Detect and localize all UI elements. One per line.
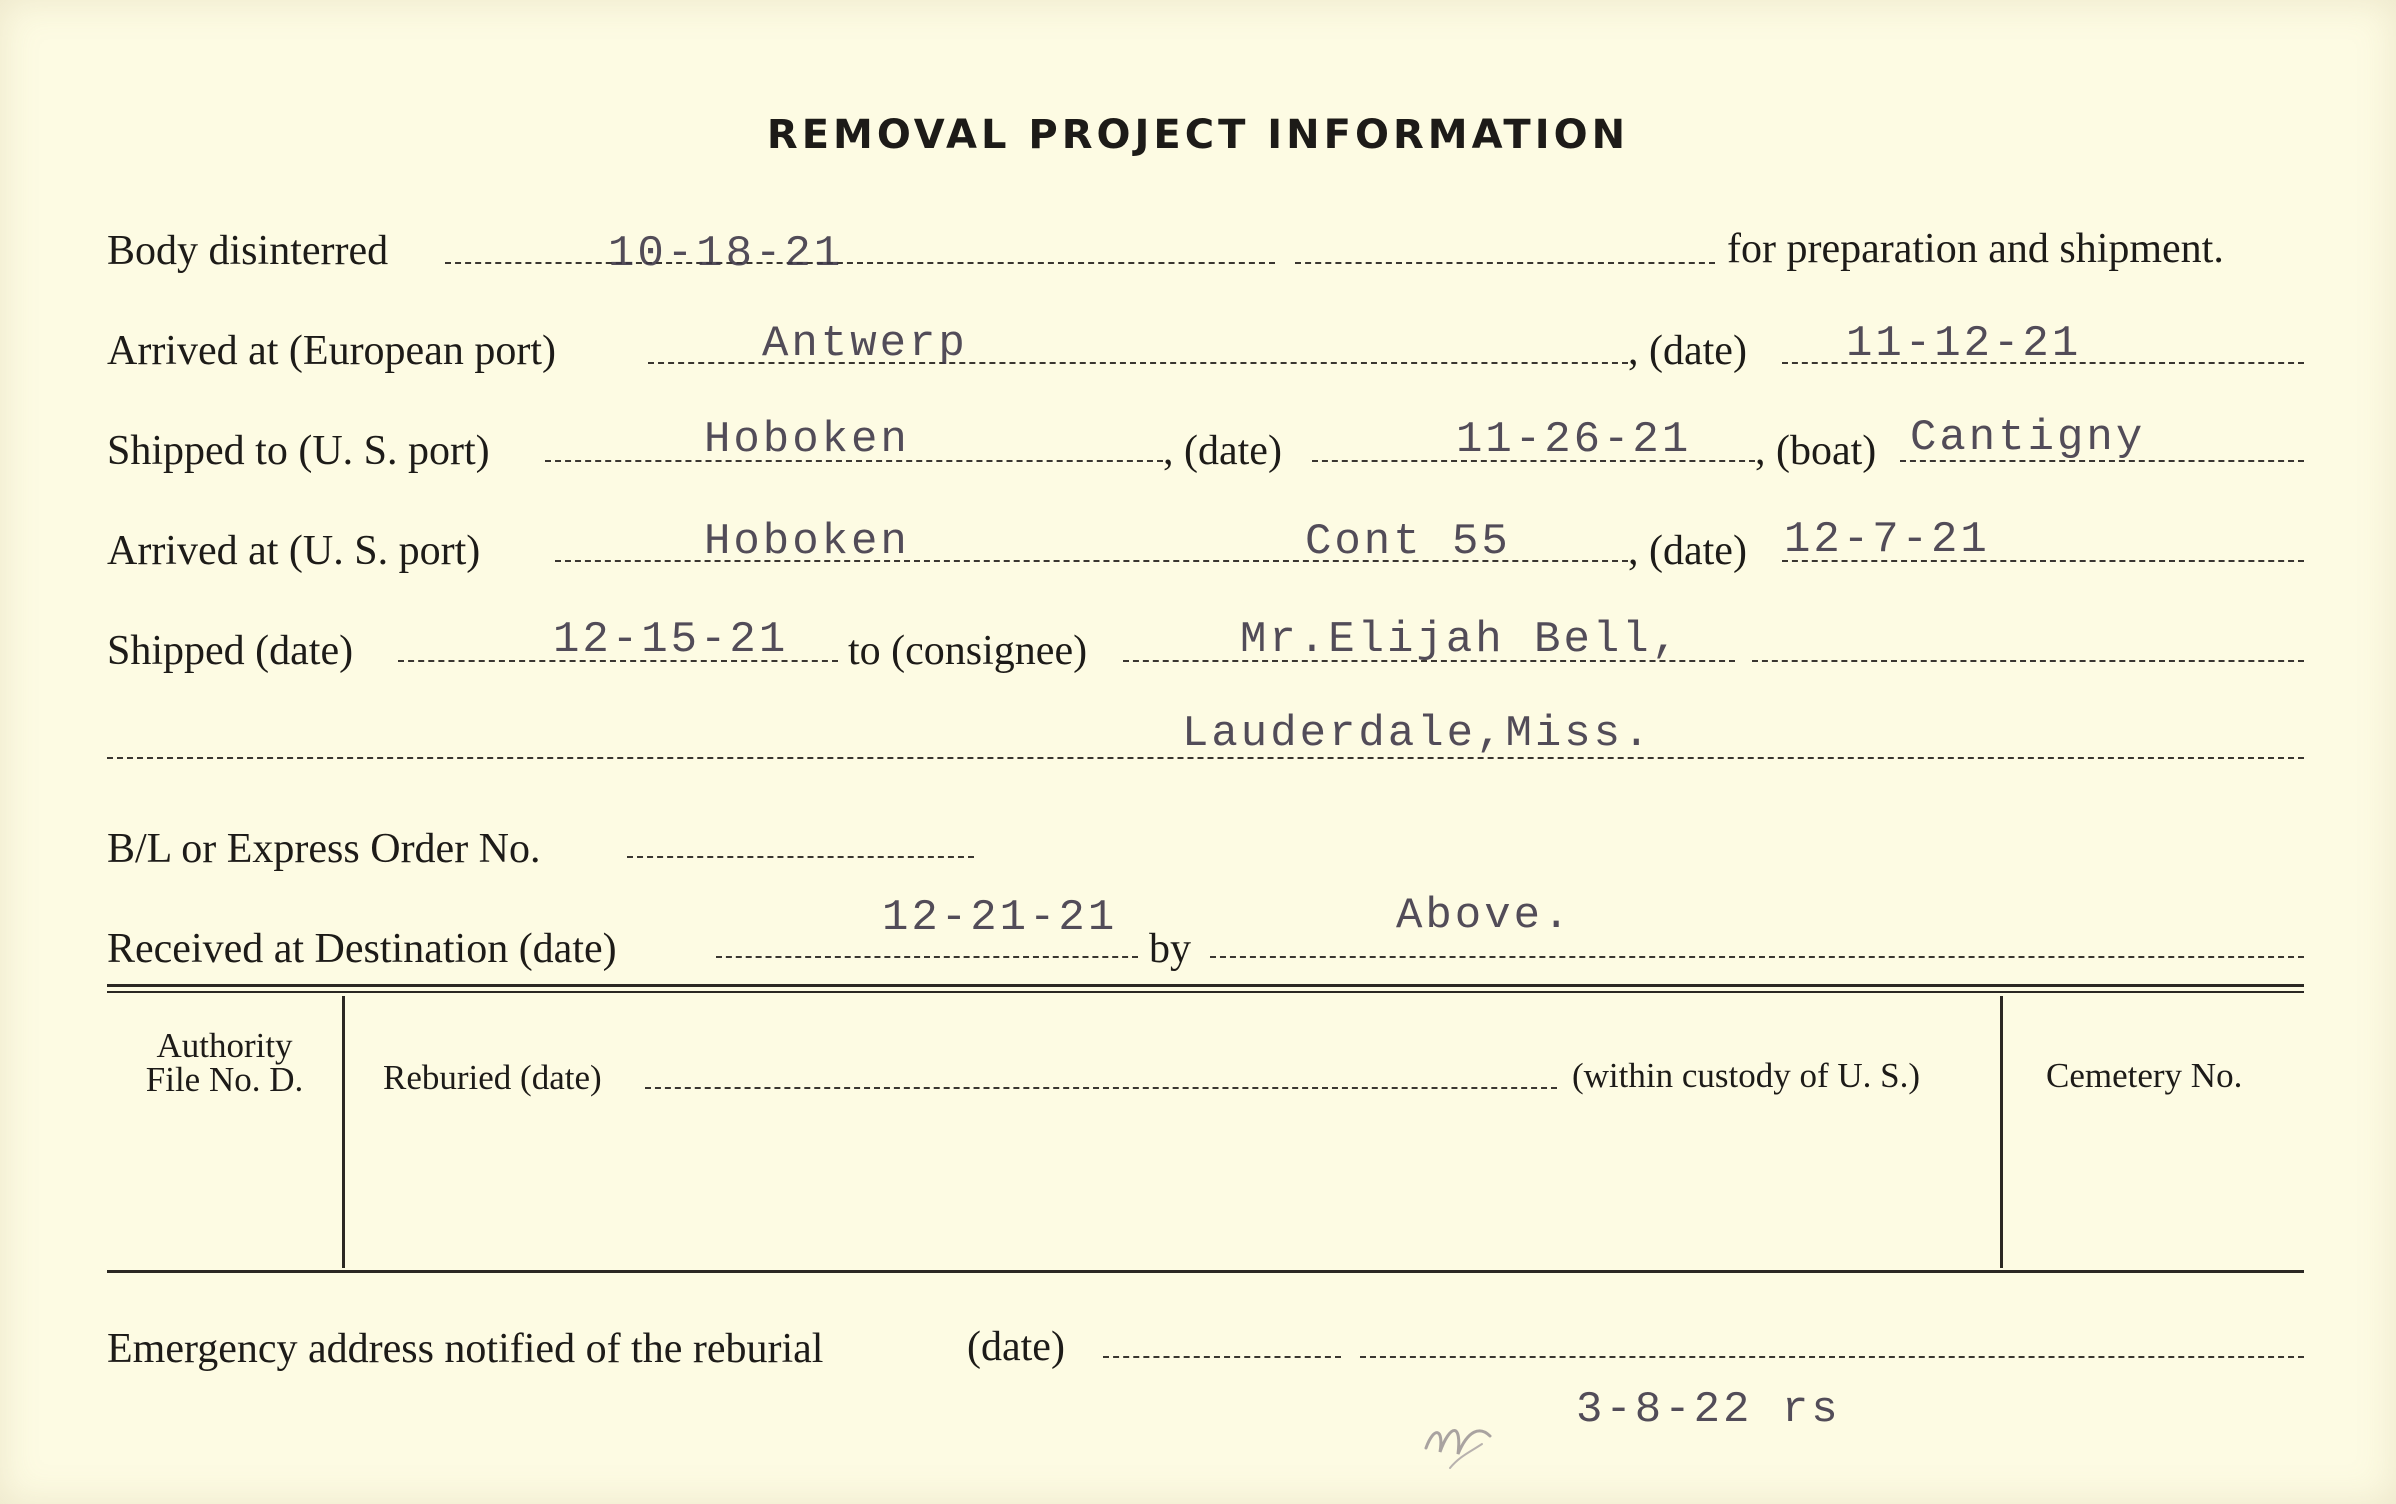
table-divider-left xyxy=(342,996,345,1268)
disinterred-value: 10-18-21 xyxy=(608,229,844,279)
us-port-shipped-label: Shipped to (U. S. port) xyxy=(107,428,490,474)
emergency-label: Emergency address notified of the reburial xyxy=(107,1326,824,1372)
shipped-date-label: Shipped (date) xyxy=(107,628,354,674)
emergency-line-2 xyxy=(1360,1356,2304,1358)
consignee-value: Mr.Elijah Bell, xyxy=(1240,615,1682,665)
disinterred-line-2 xyxy=(1295,262,1715,264)
us-port-shipped-value: Hoboken xyxy=(704,415,910,465)
disinterred-suffix: for preparation and shipment. xyxy=(1727,226,2224,272)
boat-label: , (boat) xyxy=(1755,428,1877,474)
table-top-rule-2 xyxy=(107,991,2304,993)
reburied-line xyxy=(645,1087,1557,1089)
boat-value: Cantigny xyxy=(1910,413,2146,463)
authority-label-1: Authority xyxy=(156,1026,293,1065)
us-port-arrived-value: Hoboken xyxy=(704,517,910,567)
emergency-date-label: (date) xyxy=(967,1324,1065,1370)
us-port-arrived-label: Arrived at (U. S. port) xyxy=(107,528,481,574)
card-title: REMOVAL PROJECT INFORMATION xyxy=(766,112,1630,158)
bl-order-line xyxy=(627,856,974,858)
received-by-label: by xyxy=(1149,926,1191,972)
received-by-line xyxy=(1210,956,2304,958)
reburied-label: Reburied (date) xyxy=(383,1058,602,1097)
received-date-line xyxy=(716,956,1138,958)
received-label: Received at Destination (date) xyxy=(107,926,617,972)
disinterred-line-1 xyxy=(445,262,1275,264)
disinterred-label: Body disinterred xyxy=(107,228,389,274)
pencil-initial-mark xyxy=(1420,1408,1510,1478)
emergency-value: 3-8-22 rs xyxy=(1576,1385,1841,1435)
table-divider-right xyxy=(2000,996,2003,1268)
european-port-value: Antwerp xyxy=(762,319,968,369)
us-arrived-date-label: , (date) xyxy=(1628,528,1747,574)
shipped-date-value: 12-15-21 xyxy=(553,615,789,665)
table-top-rule-1 xyxy=(107,984,2304,987)
bl-order-label: B/L or Express Order No. xyxy=(107,826,541,872)
received-by-value: Above. xyxy=(1396,891,1573,941)
us-shipped-date-label: , (date) xyxy=(1163,428,1282,474)
cemetery-label: Cemetery No. xyxy=(2046,1056,2243,1095)
received-date-value: 12-21-21 xyxy=(882,893,1118,943)
custody-label: (within custody of U. S.) xyxy=(1572,1056,1921,1095)
address-value: Lauderdale,Miss. xyxy=(1182,709,1653,759)
us-shipped-date-value: 11-26-21 xyxy=(1456,415,1692,465)
us-arrived-date-value: 12-7-21 xyxy=(1784,515,1990,565)
european-port-label: Arrived at (European port) xyxy=(107,328,556,374)
authority-label-2: File No. D. xyxy=(145,1060,304,1099)
consignee-label: to (consignee) xyxy=(848,628,1088,674)
consignee-line-2 xyxy=(1752,660,2304,662)
table-bottom-rule xyxy=(107,1270,2304,1273)
european-date-label: , (date) xyxy=(1628,328,1747,374)
european-date-value: 11-12-21 xyxy=(1846,319,2082,369)
container-value: Cont 55 xyxy=(1305,517,1511,567)
emergency-line-1 xyxy=(1103,1356,1341,1358)
